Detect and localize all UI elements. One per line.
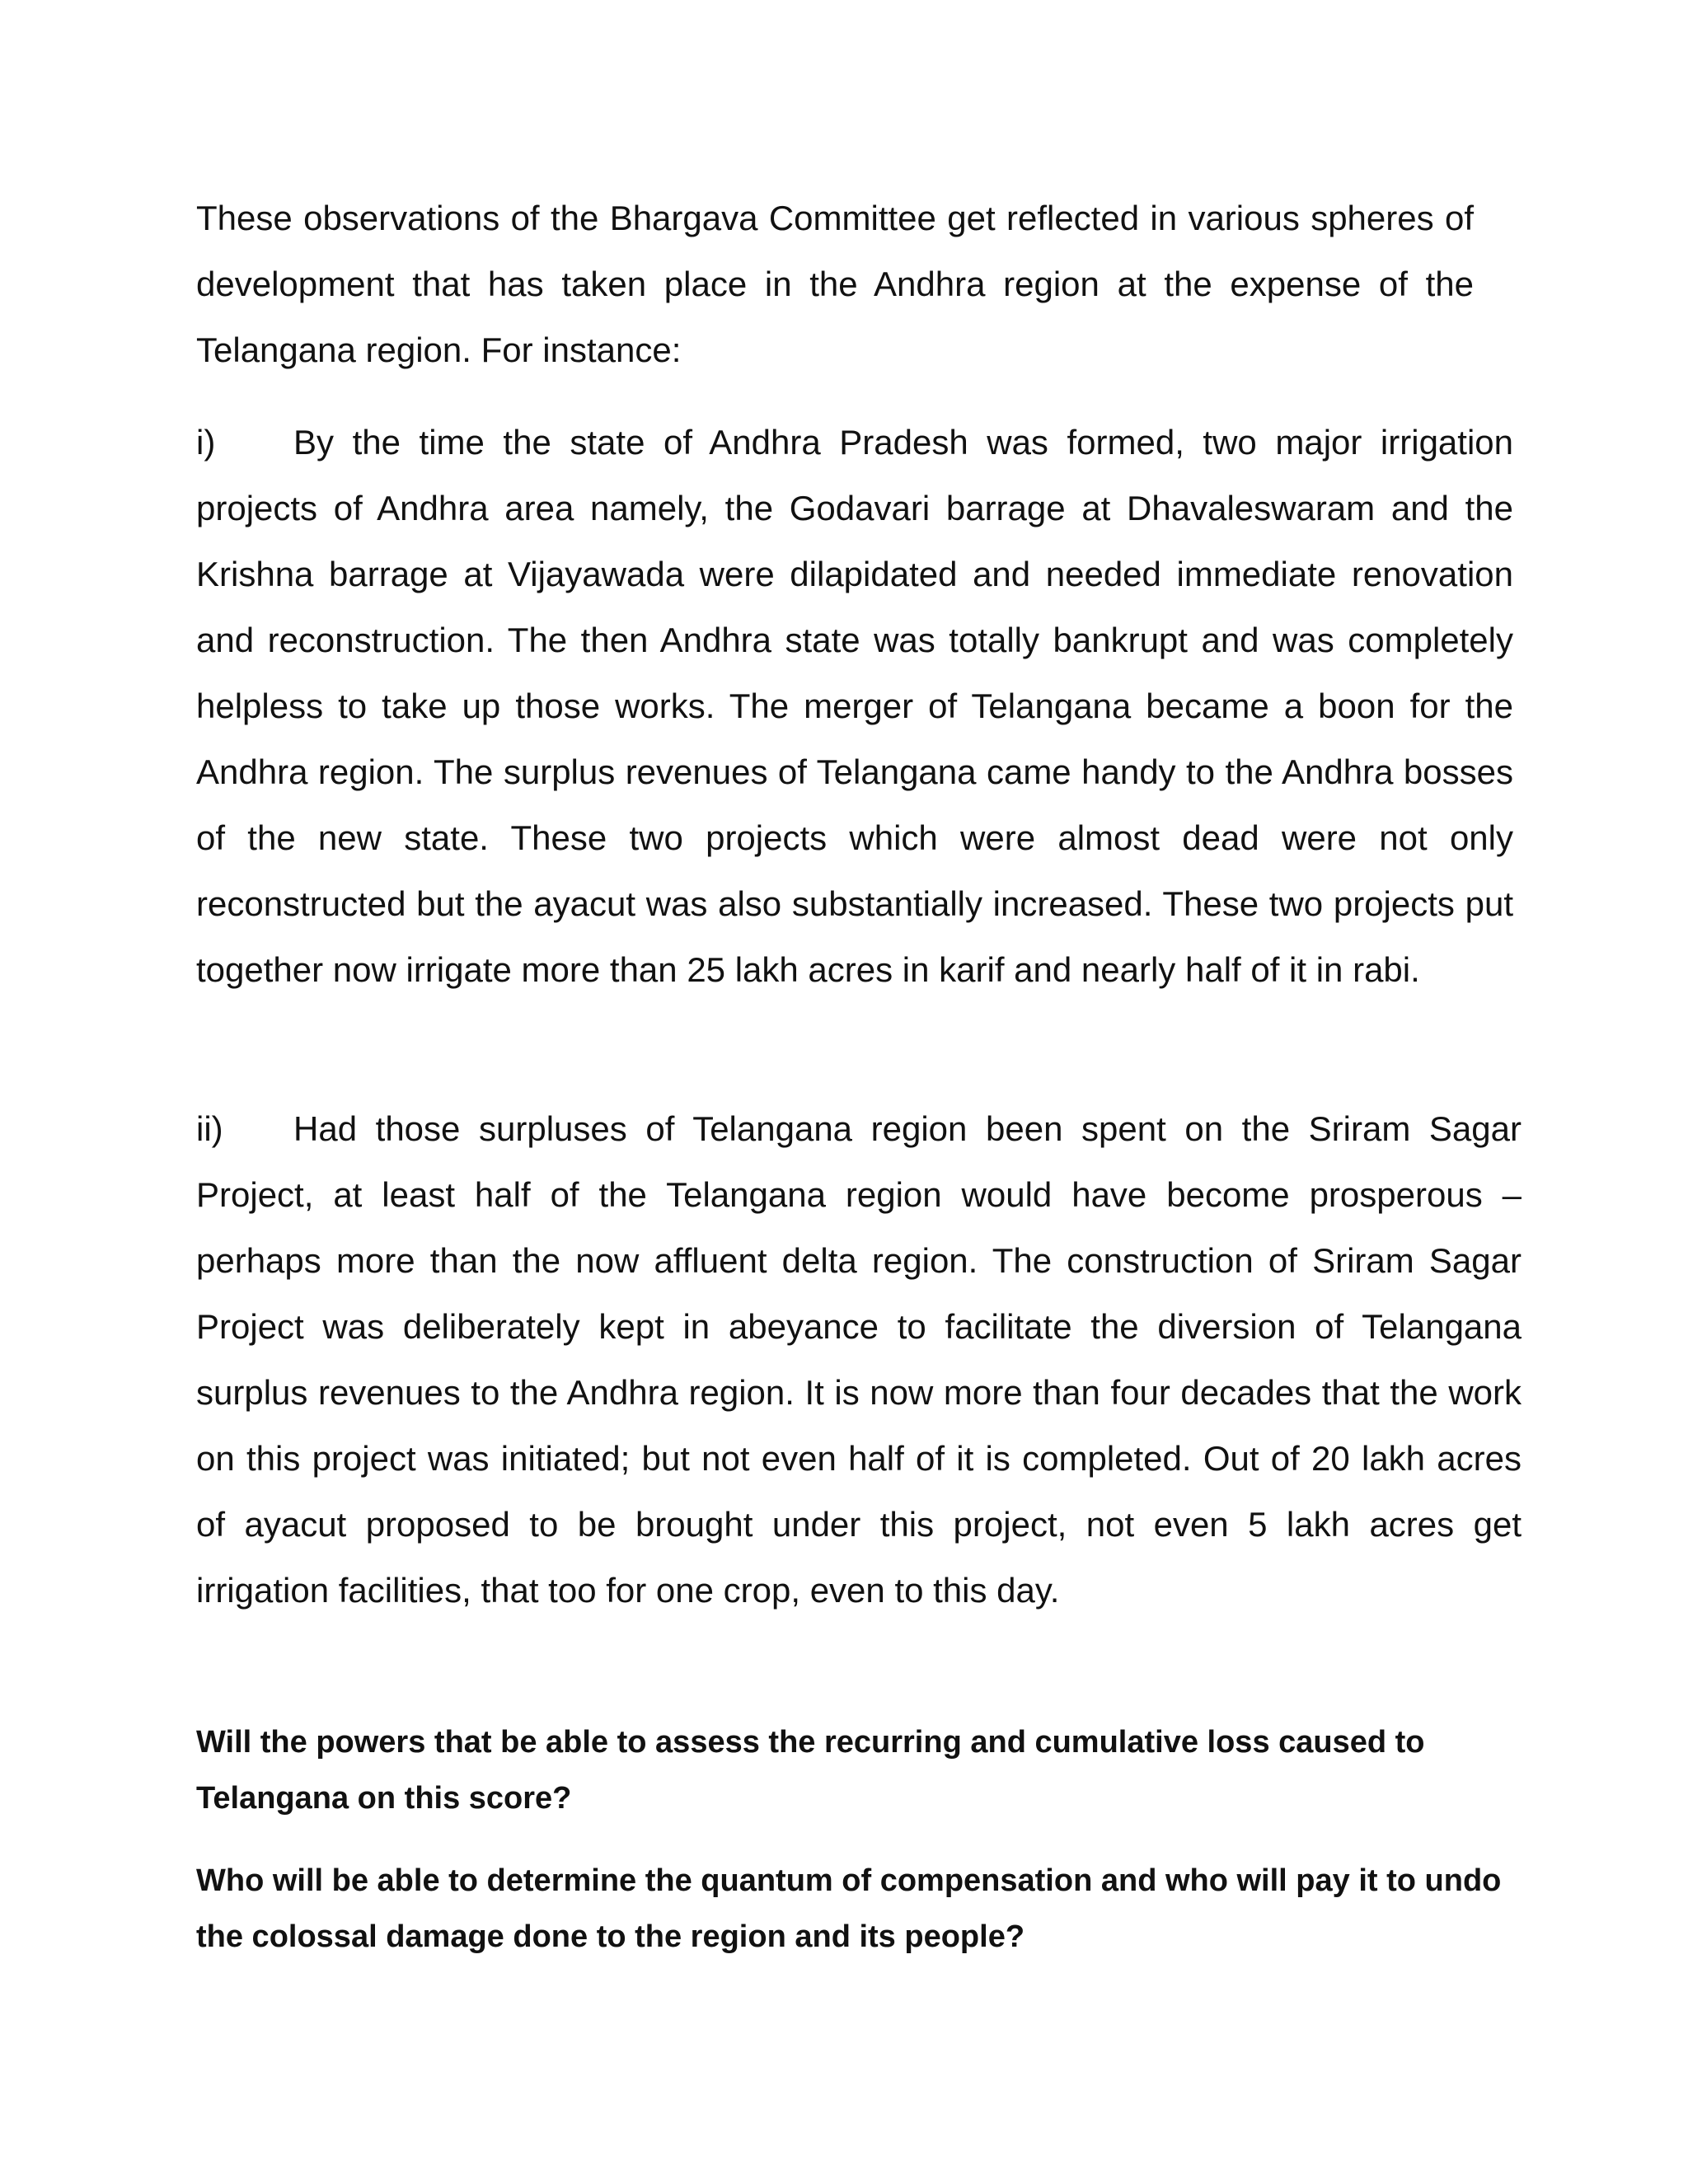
intro-paragraph: These observations of the Bhargava Committee get reflected in various spheres of development that has taken place in the Andhra region at the expense of the Telangana region. For instance: bbox=[196, 199, 1474, 369]
question-2: Who will be able to determine the quantum of compensation and who will pay it to undo the colossal damage done to the region and its people? bbox=[196, 1863, 1502, 1954]
list-marker-ii: ii) bbox=[196, 1109, 223, 1148]
list-item-ii bbox=[196, 1096, 1522, 1624]
list-item-i bbox=[196, 410, 1513, 1003]
question-1: Will the powers that be able to assess the recurring and cumulative loss caused to Telangana on this score? bbox=[196, 1725, 1425, 1816]
list-marker-i: i) bbox=[196, 423, 216, 462]
list-item-ii-text: Had those surpluses of Telangana region been spent on the Sriram Sagar Project, at least half of the Telangana region would have become prosperous – perhaps more than the now affluent delta region. The construction of Sriram Sagar Project was deliberately kept in abeyance to facilitate the diversion of Telangana surplus revenues to the Andhra region. It is now more than four decades that the work on this project was initiated; but not even half of it is completed. Out of 20 lakh acres of ayacut proposed to be brought under this project, not even 5 lakh acres get irrigation facilities, that too for one crop, even to this day. bbox=[196, 1109, 1522, 1610]
list-item-i-text: By the time the state of Andhra Pradesh was formed, two major irrigation projects of Andhra area namely, the Godavari barrage at Dhavaleswaram and the Krishna barrage at Vijayawada were dilapidated and needed immediate renovation and reconstruction. The then Andhra state was totally bankrupt and was completely helpless to take up those works. The merger of Telangana became a boon for the Andhra region. The surplus revenues of Telangana came handy to the Andhra bosses of the new state. These two projects which were almost dead were not only reconstructed but the ayacut was also substantially increased. These two projects put together now irrigate more than 25 lakh acres in karif and nearly half of it in rabi. bbox=[196, 423, 1513, 989]
